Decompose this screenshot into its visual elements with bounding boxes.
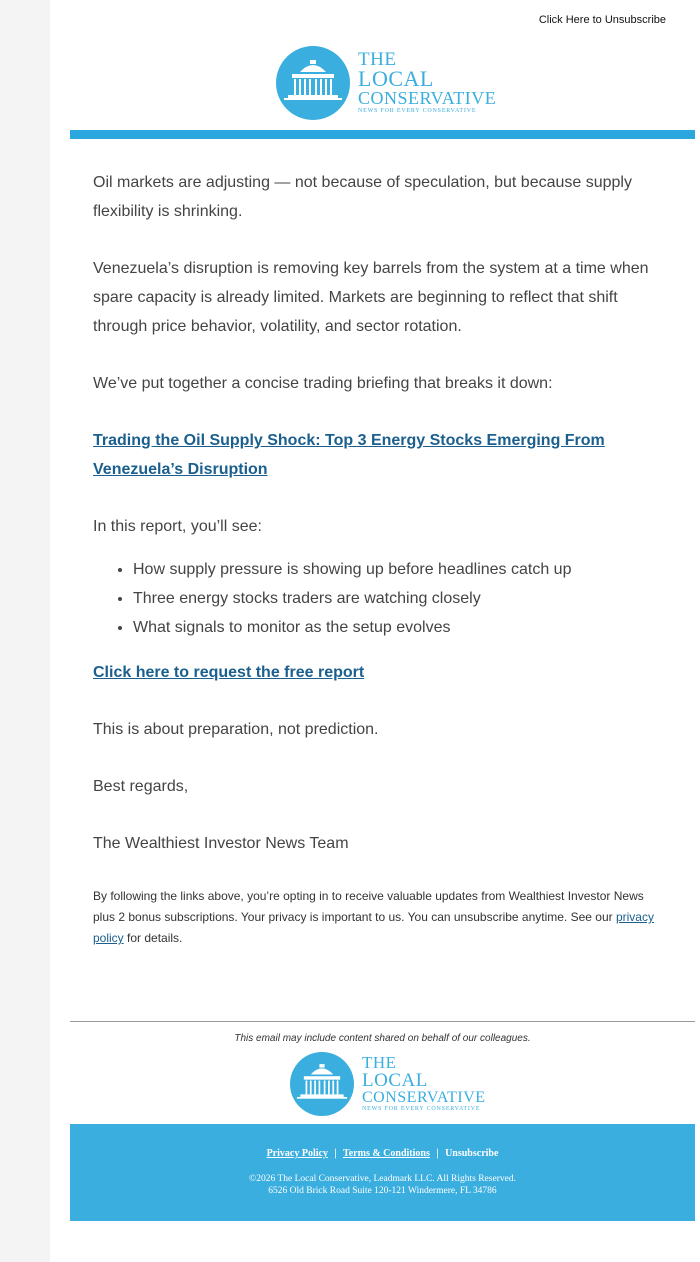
paragraph-report-intro: In this report, you’ll see:: [93, 518, 262, 535]
request-report-link[interactable]: Click here to request the free report: [93, 664, 365, 681]
message-content: [93, 168, 663, 949]
link-separator: |: [436, 1148, 439, 1159]
disclaimer-text-end: for details.: [123, 931, 183, 945]
logo-tagline: NEWS FOR EVERY CONSERVATIVE: [362, 1105, 481, 1112]
logo-tagline: NEWS FOR EVERY CONSERVATIVE: [358, 108, 477, 115]
paragraph-regards: Best regards,: [93, 778, 189, 795]
footer-unsubscribe-link[interactable]: Unsubscribe: [445, 1148, 499, 1159]
logo-line1: THE: [358, 49, 397, 71]
copyright-text: ©2026 The Local Conservative, Leadmark LLC. All Rights Reserved.: [249, 1174, 516, 1184]
logo-line2: LOCAL: [358, 66, 434, 92]
left-gutter: [0, 0, 50, 1262]
brand-wordmark: [362, 1055, 486, 1112]
footer-logo[interactable]: [290, 1052, 486, 1116]
colleagues-note: This email may include content shared on behalf of our colleagues.: [234, 1033, 531, 1044]
report-link-wrapper: [93, 426, 663, 484]
list-item: • How supply pressure is showing up before headlines catch up: [133, 555, 663, 584]
report-bullet-list: [93, 555, 663, 642]
logo-line2: LOCAL: [362, 1069, 428, 1091]
report-title-link[interactable]: Trading the Oil Supply Shock: Top 3 Energy Stocks Emerging From Venezuela’s Disruption: [93, 432, 605, 478]
paragraph-intro: Oil markets are adjusting — not because of speculation, but because supply flexibility is shrinking.: [93, 174, 632, 220]
white-house-seal-icon: [290, 1052, 354, 1116]
address-text: 6526 Old Brick Road Suite 120-121 Windermere, FL 34786: [268, 1186, 497, 1196]
brand-wordmark: [358, 51, 496, 115]
list-item: • What signals to monitor as the setup evolves: [133, 613, 663, 642]
footer-terms-link[interactable]: Terms & Conditions: [342, 1148, 430, 1159]
white-house-seal-icon: [276, 46, 350, 120]
paragraph-preparation: This is about preparation, not prediction.: [93, 721, 379, 738]
logo-line3: CONSERVATIVE: [358, 88, 497, 109]
header-logo[interactable]: [276, 46, 496, 120]
paragraph-venezuela: Venezuela’s disruption is removing key barrels from the system at a time when spare capacity is already limited. Markets are beginning to reflect that shift through price behavior, volatility, and sector rotation.: [93, 260, 649, 335]
footer-divider: [70, 1021, 695, 1022]
link-separator: |: [334, 1148, 337, 1159]
copyright-block: [70, 1173, 695, 1197]
footer-band: [70, 1124, 695, 1221]
header-divider-bar: [70, 130, 695, 139]
footer-privacy-link[interactable]: Privacy Policy: [266, 1148, 328, 1159]
unsubscribe-link-top[interactable]: Click Here to Unsubscribe: [538, 14, 666, 26]
logo-line1: THE: [362, 1053, 397, 1073]
footer-links: [70, 1148, 695, 1159]
email-body: [50, 0, 700, 1262]
cta-link-wrapper: [93, 658, 663, 687]
list-item: • Three energy stocks traders are watching closely: [133, 584, 663, 613]
disclaimer-text: By following the links above, you’re opting in to receive valuable updates from Wealthiest Investor News plus 2 bonus subscriptions. Your privacy is important to us. You can unsubscribe anytime. See our: [93, 889, 644, 924]
paragraph-signature: The Wealthiest Investor News Team: [93, 835, 349, 852]
paragraph-briefing: We’ve put together a concise trading briefing that breaks it down:: [93, 375, 553, 392]
privacy-policy-link[interactable]: privacy policy: [93, 910, 654, 945]
opt-in-disclaimer: [93, 886, 663, 949]
logo-line3: CONSERVATIVE: [362, 1088, 486, 1106]
